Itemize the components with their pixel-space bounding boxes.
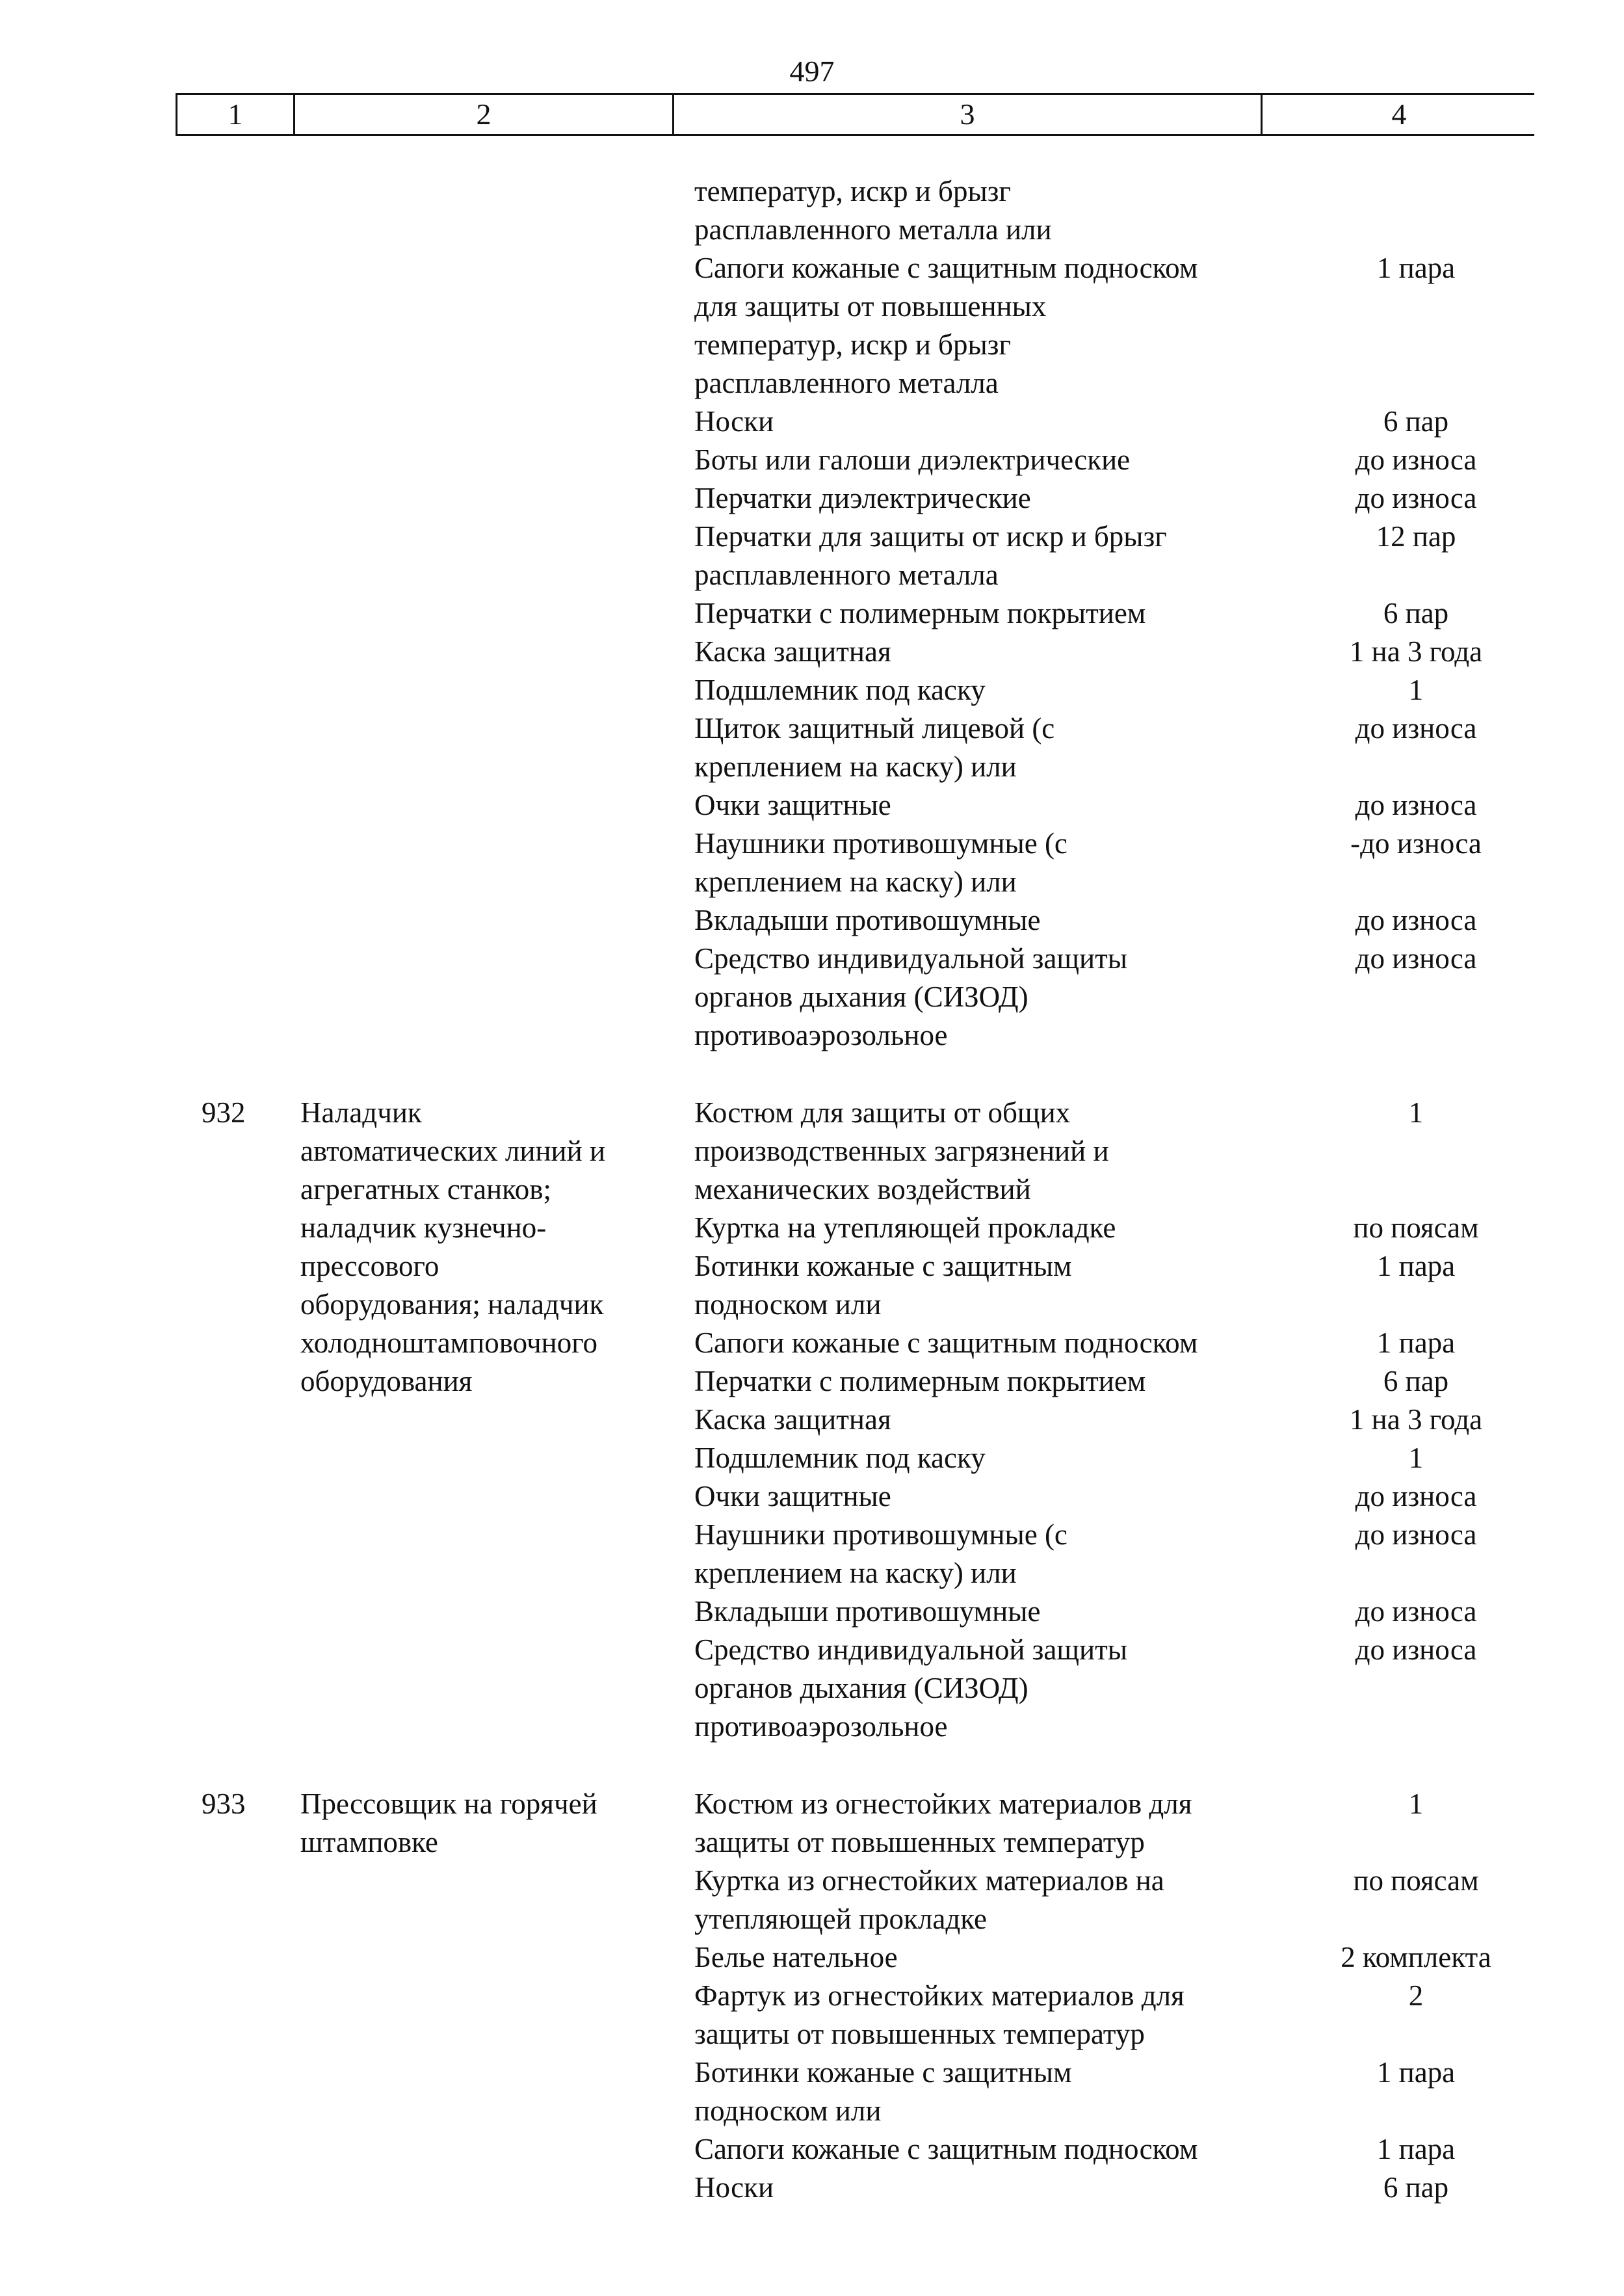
ppe-item: Ботинки кожаные с защитным подноском или xyxy=(694,2056,1072,2127)
ppe-item: Куртка на утепляющей прокладке xyxy=(694,1211,1116,1244)
issue-norm: до износа xyxy=(1355,712,1477,745)
table-row xyxy=(694,441,1539,479)
column-header-1: 1 xyxy=(228,98,243,131)
table-row xyxy=(694,1362,1539,1401)
issue-norm: 1 xyxy=(1408,1096,1424,1129)
table-row xyxy=(694,479,1539,518)
table-row xyxy=(694,1209,1539,1247)
table-row xyxy=(694,402,1539,441)
issue-norm: до износа xyxy=(1355,1480,1477,1512)
issue-norm: 6 пар xyxy=(1383,1365,1449,1397)
table-row xyxy=(694,940,1539,1055)
ppe-item: Костюм для защиты от общих производственных загрязнений и механических воздействий xyxy=(694,1096,1109,1206)
issue-norm: 6 пар xyxy=(1383,597,1449,629)
issue-norm: 1 пара xyxy=(1376,1250,1456,1282)
table-row xyxy=(694,1401,1539,1439)
issue-norm: 1 пара xyxy=(1376,252,1456,284)
ppe-list xyxy=(694,1094,1539,1746)
issue-norm: до износа xyxy=(1355,1518,1477,1551)
issue-norm: 6 пар xyxy=(1383,405,1449,438)
ppe-item: Костюм из огнестойких материалов для защиты от повышенных температур xyxy=(694,1788,1192,1858)
issue-norm: до износа xyxy=(1355,1595,1477,1628)
column-header-2: 2 xyxy=(476,98,491,131)
table-row xyxy=(694,249,1539,402)
column-header-3: 3 xyxy=(960,98,975,131)
issue-norm xyxy=(1312,172,1520,249)
table-row xyxy=(694,1247,1539,1324)
ppe-item: Подшлемник под каску xyxy=(694,674,986,706)
issue-norm: до износа xyxy=(1355,443,1477,476)
ppe-item: Средство индивидуальной защиты органов дыхания (СИЗОД) противоаэрозольное xyxy=(694,1633,1128,1743)
table-row xyxy=(694,901,1539,940)
issue-norm: 2 комплекта xyxy=(1341,1941,1491,1973)
ppe-item: Каска защитная xyxy=(694,1403,891,1436)
table-row xyxy=(694,1785,1539,1862)
table-row xyxy=(694,518,1539,594)
table-row xyxy=(694,1938,1539,1977)
ppe-item: Наушники противошумные (с креплением на каску) или xyxy=(694,827,1067,898)
table-row xyxy=(694,172,1539,249)
ppe-item: Перчатки диэлектрические xyxy=(694,482,1031,514)
ppe-item: Сапоги кожаные с защитным подноском xyxy=(694,1326,1198,1359)
table-row xyxy=(694,1862,1539,1938)
issue-norm: до износа xyxy=(1355,904,1477,936)
table-header xyxy=(176,93,1534,136)
ppe-item: Перчатки для защиты от искр и брызг расплавленного металла xyxy=(694,520,1167,591)
ppe-item: Щиток защитный лицевой (с креплением на каску) или xyxy=(694,712,1055,783)
ppe-item: Очки защитные xyxy=(694,789,891,821)
ppe-list xyxy=(694,1785,1539,2207)
issue-norm: 1 пара xyxy=(1376,1326,1456,1359)
table-row xyxy=(694,1439,1539,1477)
ppe-item: Каска защитная xyxy=(694,635,891,668)
issue-norm: до износа xyxy=(1355,1633,1477,1666)
ppe-item: Фартук из огнестойких материалов для защиты от повышенных температур xyxy=(694,1979,1185,2050)
profession-name: Наладчик автоматических линий и агрегатных станков; наладчик кузнечно- прессового оборудования; наладчик холодноштамповочного оборудования xyxy=(300,1096,606,1397)
ppe-item: Белье нательное xyxy=(694,1941,898,1973)
table-row xyxy=(694,1977,1539,2053)
table-row xyxy=(694,1592,1539,1631)
ppe-item: Средство индивидуальной защиты органов дыхания (СИЗОД) противоаэрозольное xyxy=(694,942,1128,1051)
issue-norm: 2 xyxy=(1408,1979,1424,2012)
issue-norm: 1 xyxy=(1408,1788,1424,1820)
profession-name: Прессовщик на горячей штамповке xyxy=(300,1788,597,1858)
issue-norm: 12 пар xyxy=(1376,520,1456,553)
table-row xyxy=(694,2053,1539,2130)
issue-norm: по поясам xyxy=(1353,1211,1479,1244)
ppe-item: Боты или галоши диэлектрические xyxy=(694,443,1131,476)
table-row xyxy=(694,594,1539,633)
ppe-item: Очки защитные xyxy=(694,1480,891,1512)
profession-group xyxy=(0,1785,1624,2207)
table-row xyxy=(694,786,1539,825)
issue-norm: 1 пара xyxy=(1376,2056,1456,2089)
issue-norm: до износа xyxy=(1355,482,1477,514)
column-header-4: 4 xyxy=(1391,98,1407,131)
issue-norm: 1 на 3 года xyxy=(1349,1403,1483,1436)
issue-norm: по поясам xyxy=(1353,1864,1479,1897)
ppe-list xyxy=(694,172,1539,1055)
ppe-item: Носки xyxy=(694,2171,774,2204)
table-row xyxy=(694,1094,1539,1209)
table-row xyxy=(694,709,1539,786)
ppe-item: Наушники противошумные (с креплением на каску) или xyxy=(694,1518,1067,1589)
table-row xyxy=(694,1324,1539,1362)
ppe-item: Вкладыши противошумные xyxy=(694,1595,1041,1628)
ppe-item: Ботинки кожаные с защитным подноском или xyxy=(694,1250,1072,1321)
ppe-item: Вкладыши противошумные xyxy=(694,904,1041,936)
table-body xyxy=(0,172,1624,2207)
issue-norm: до износа xyxy=(1355,789,1477,821)
issue-norm: до износа xyxy=(1355,942,1477,975)
issue-norm: 1 xyxy=(1408,1442,1424,1474)
profession-number: 932 xyxy=(202,1096,246,1129)
issue-norm: 6 пар xyxy=(1383,2171,1449,2204)
ppe-item: Перчатки с полимерным покрытием xyxy=(694,1365,1146,1397)
ppe-item: температур, искр и брызг расплавленного металла или xyxy=(694,175,1052,246)
table-row xyxy=(694,1631,1539,1746)
profession-group xyxy=(0,172,1624,1055)
ppe-item: Перчатки с полимерным покрытием xyxy=(694,597,1146,629)
issue-norm: 1 xyxy=(1408,674,1424,706)
issue-norm: 1 на 3 года xyxy=(1349,635,1483,668)
ppe-item: Сапоги кожаные с защитным подноском xyxy=(694,2133,1198,2165)
ppe-item: Сапоги кожаные с защитным подноском для защиты от повышенных температур, искр и брызг расплавленного металла xyxy=(694,252,1198,399)
table-row xyxy=(694,2130,1539,2169)
table-row xyxy=(694,2169,1539,2207)
issue-norm: 1 пара xyxy=(1376,2133,1456,2165)
table-row xyxy=(694,671,1539,709)
ppe-item: Куртка из огнестойких материалов на утепляющей прокладке xyxy=(694,1864,1164,1935)
page-number: 497 xyxy=(789,55,835,88)
table-row xyxy=(694,633,1539,671)
profession-number: 933 xyxy=(202,1788,246,1820)
table-row xyxy=(694,1477,1539,1516)
profession-group xyxy=(0,1094,1624,1746)
table-row xyxy=(694,825,1539,901)
ppe-item: Подшлемник под каску xyxy=(694,1442,986,1474)
issue-norm: -до износа xyxy=(1350,827,1482,860)
ppe-item: Носки xyxy=(694,405,774,438)
table-row xyxy=(694,1516,1539,1592)
